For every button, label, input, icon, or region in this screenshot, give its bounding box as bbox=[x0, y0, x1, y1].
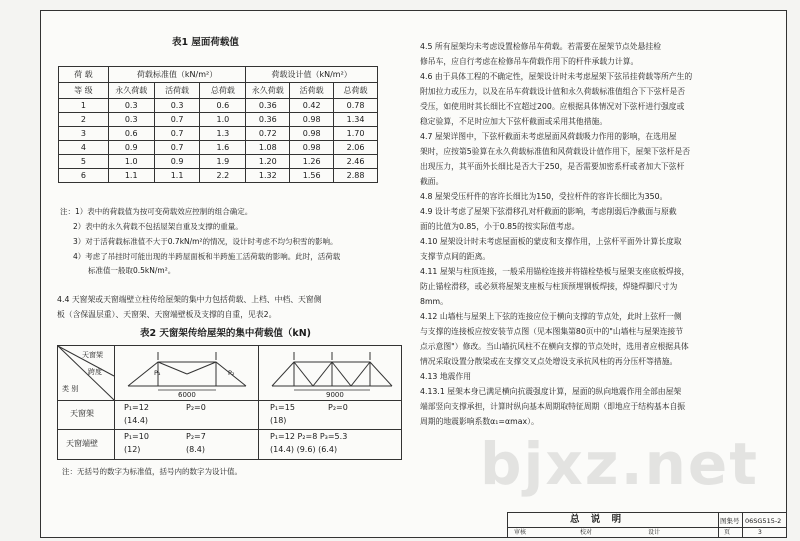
text-line: 截面。 bbox=[420, 177, 444, 186]
table-cell: 6 bbox=[59, 169, 109, 183]
table2-diag-mid: 跨度 bbox=[88, 368, 102, 376]
text-line: 支撑节点间的距离。 bbox=[420, 252, 491, 261]
para-4-4-line: 4.4 天窗架或天窗端壁立柱传给屋架的集中力包括荷载、上档、中档、天窗侧 bbox=[57, 295, 322, 304]
text-line: 修吊车，应自行考虑在检修吊车荷载作用下的杆件承载力计算。 bbox=[420, 57, 639, 66]
table2-title: 表2 天窗架传给屋架的集中荷载值（kN) bbox=[140, 328, 312, 339]
check-label: 校对 bbox=[580, 529, 593, 536]
table-cell: 0.3 bbox=[108, 99, 154, 113]
table-row bbox=[59, 169, 378, 183]
table-cell: 0.72 bbox=[246, 127, 290, 141]
text-line: 4.12 山墙柱与屋架上下弦的连接应位于横向支撑的节点处，此时上弦杆一侧 bbox=[420, 312, 682, 321]
table-row bbox=[59, 155, 378, 169]
table-cell: 1.08 bbox=[246, 141, 290, 155]
table-cell: 1.1 bbox=[108, 169, 154, 183]
table-cell: 2.88 bbox=[334, 169, 378, 183]
table2-cell: (18) bbox=[270, 416, 287, 425]
atlas-label: 图集号 bbox=[720, 517, 740, 525]
text-line: 4.8 屋架受压杆件的容许长细比为150，受拉杆件的容许长细比为350。 bbox=[420, 192, 668, 201]
note-line: 2）表中的永久荷载不包括屋架自重及支撑的重量。 bbox=[73, 222, 243, 231]
text-line: 周期的地震影响系数α₁=αmax）。 bbox=[420, 417, 539, 426]
table-cell: 0.9 bbox=[154, 155, 200, 169]
text-line: 8mm。 bbox=[420, 297, 448, 306]
text-line: 4.6 由于具体工程的不确定性，屋架设计时未考虑屋架下弦吊挂荷载等所产生的 bbox=[420, 72, 693, 81]
table-cell: 5 bbox=[59, 155, 109, 169]
design-label: 设计 bbox=[648, 529, 661, 536]
table-row bbox=[59, 113, 378, 127]
text-line: 点示意图"）修改。当山墙抗风柱不在横向支撑的节点处时，选用者应根据具体 bbox=[420, 342, 689, 351]
table-cell: 0.7 bbox=[154, 113, 200, 127]
table-cell: 0.7 bbox=[154, 141, 200, 155]
note-line: 注：1）表中的荷载值为按可变荷载效应控制的组合确定。 bbox=[60, 207, 253, 216]
table-cell: 1.20 bbox=[246, 155, 290, 169]
table-cell: 0.3 bbox=[108, 113, 154, 127]
table-cell: 2.06 bbox=[334, 141, 378, 155]
title-block bbox=[507, 512, 786, 537]
text-line: 4.10 屋架设计时未考虑屋面板的蒙皮和支撑作用，上弦杆平面外计算长度取 bbox=[420, 237, 682, 246]
table1-subheader: 总荷载 bbox=[200, 83, 246, 99]
text-line: 受压，如使用时其长细比不宜超过200。应根据具体情况对下弦杆进行强度或 bbox=[420, 102, 685, 111]
table-cell: 0.3 bbox=[154, 99, 200, 113]
table2-cell: P₂=0 bbox=[186, 403, 206, 412]
table-cell: 2.46 bbox=[334, 155, 378, 169]
text-line: 4.9 设计考虑了屋架下弦滑移孔对杆截面的影响，考虑削弱后净截面与原截 bbox=[420, 207, 677, 216]
drawing-title: 总 说 明 bbox=[570, 514, 626, 525]
text-line: 附加拉力或压力，以及在吊车荷载设计值和永久荷载标准值组合下下弦杆是否 bbox=[420, 87, 686, 96]
table2-cell: P₂=7 bbox=[186, 432, 206, 441]
table1-group-design: 荷载设计值（kN/m²） bbox=[246, 67, 378, 83]
table-row bbox=[59, 99, 378, 113]
table-cell: 0.7 bbox=[154, 127, 200, 141]
table-cell: 1.26 bbox=[290, 155, 334, 169]
text-line: 4.13.1 屋架本身已满足横向抗震强度计算，屋面的纵向地震作用全部由屋架 bbox=[420, 387, 682, 396]
table2-cell: P₁=10 bbox=[124, 432, 149, 441]
p2-label: P₂ bbox=[228, 369, 235, 377]
text-line: 架时，应按第5验算在永久荷载标准值和风荷载设计值作用下，屋架下弦杆是否 bbox=[420, 147, 691, 156]
table-cell: 0.36 bbox=[246, 113, 290, 127]
table-cell: 2.2 bbox=[200, 169, 246, 183]
table-cell: 0.6 bbox=[200, 99, 246, 113]
text-line: 出现压力，其平面外长细比是否大于250，是否需要加密系杆或者加大下弦杆 bbox=[420, 162, 685, 171]
table2-note: 注：无括号的数字为标准值，括号内的数字为设计值。 bbox=[62, 467, 242, 476]
table1-subheader: 活荷载 bbox=[290, 83, 334, 99]
p1-label: P₁ bbox=[154, 369, 161, 377]
table-cell: 1.6 bbox=[200, 141, 246, 155]
table2-cell: (14.4) (9.6) (6.4) bbox=[270, 445, 338, 454]
table2-diag-top: 天窗架 bbox=[82, 351, 103, 359]
text-line: 与支撑的连接板应按安装节点图（见本图集第80页中的"山墙柱与屋架连接节 bbox=[420, 327, 684, 336]
note-line: 3）对于活荷载标准值不大于0.7kN/m²的情况，设计时考虑不均匀积雪的影响。 bbox=[73, 237, 338, 246]
table1-title: 表1 屋面荷载值 bbox=[172, 37, 239, 48]
table1 bbox=[58, 66, 378, 183]
table2-cell: (14.4) bbox=[124, 416, 149, 425]
table-cell: 1.0 bbox=[200, 113, 246, 127]
note-line: 4）考虑了吊挂时可能出现的半跨屋面板和半跨施工活荷载的影响。此时，活荷载 bbox=[73, 252, 341, 261]
table-cell: 1 bbox=[59, 99, 109, 113]
table-cell: 2 bbox=[59, 113, 109, 127]
table-cell: 0.98 bbox=[290, 141, 334, 155]
table2-cell: P₁=12 bbox=[124, 403, 149, 412]
table-cell: 0.98 bbox=[290, 113, 334, 127]
table-cell: 0.9 bbox=[108, 141, 154, 155]
table1-subheader: 活荷载 bbox=[154, 83, 200, 99]
table-cell: 1.9 bbox=[200, 155, 246, 169]
table1-group-standard: 荷载标准值（kN/m²） bbox=[108, 67, 246, 83]
span-9000: 9000 bbox=[326, 391, 344, 399]
text-line: 端部竖向支撑承担，计算时纵向基本周期取特征周期（即地应于结构基本自振 bbox=[420, 402, 686, 411]
text-line: 情况采取设置分散梁或在支撑交叉点处增设支承抗风柱的再分压杆等措施。 bbox=[420, 357, 678, 366]
text-line: 稳定验算，不足时应加大下弦杆截面或采用其他措施。 bbox=[420, 117, 608, 126]
table2-row-label: 天窗端壁 bbox=[66, 439, 98, 448]
table-cell: 1.56 bbox=[290, 169, 334, 183]
atlas-number: 06SG515-2 bbox=[745, 517, 782, 525]
table2-cell: (12) bbox=[124, 445, 141, 454]
table-row bbox=[59, 127, 378, 141]
review-label: 审核 bbox=[514, 529, 527, 536]
table-cell: 1.0 bbox=[108, 155, 154, 169]
table-cell: 1.1 bbox=[154, 169, 200, 183]
table1-subheader: 永久荷载 bbox=[246, 83, 290, 99]
table2-cell: P₂=0 bbox=[328, 403, 348, 412]
page-number: 3 bbox=[758, 529, 762, 536]
span-6000: 6000 bbox=[178, 391, 196, 399]
text-line: 4.7 屋架详图中，下弦杆截面未考虑屋面风荷载吸力作用的影响，在选用屋 bbox=[420, 132, 677, 141]
text-line: 面的比值为0.85，小于0.85的按实际值考虑。 bbox=[420, 222, 580, 231]
text-line: 4.13 地震作用 bbox=[420, 372, 472, 381]
table-cell: 0.98 bbox=[290, 127, 334, 141]
table2-cell: (8.4) bbox=[186, 445, 205, 454]
table-row bbox=[59, 141, 378, 155]
page-label: 页 bbox=[724, 529, 731, 536]
table-cell: 0.42 bbox=[290, 99, 334, 113]
para-4-4-line: 板（含保温层重）、天窗架、天窗端壁板及支撑的自重，见表2。 bbox=[57, 310, 277, 319]
table1-class-header-bottom: 等 级 bbox=[59, 83, 109, 99]
table2-cell: P₁=15 bbox=[270, 403, 295, 412]
table-cell: 0.36 bbox=[246, 99, 290, 113]
table2-row-label: 天窗架 bbox=[70, 409, 94, 418]
watermark-text: bjxz.net bbox=[480, 430, 759, 498]
table-cell: 1.32 bbox=[246, 169, 290, 183]
table1-subheader: 总荷载 bbox=[334, 83, 378, 99]
text-line: 4.11 屋架与柱顶连接，一般采用锚栓连接并将锚栓垫板与屋架支座底板焊接， bbox=[420, 267, 690, 276]
table2-cell: P₁=12 P₂=8 P₃=5.3 bbox=[270, 432, 348, 441]
table1-class-header-top: 荷 载 bbox=[59, 67, 109, 83]
table2-diag-bottom: 类 别 bbox=[62, 385, 79, 393]
table-cell: 1.34 bbox=[334, 113, 378, 127]
table1-subheader: 永久荷载 bbox=[108, 83, 154, 99]
table-cell: 0.78 bbox=[334, 99, 378, 113]
table-cell: 1.70 bbox=[334, 127, 378, 141]
table-cell: 0.6 bbox=[108, 127, 154, 141]
text-line: 防止锚栓滑移，或必须将屋架支座板与柱顶预埋钢板焊接，焊缝焊脚尺寸为 bbox=[420, 282, 678, 291]
table2 bbox=[57, 345, 402, 460]
table-cell: 4 bbox=[59, 141, 109, 155]
table-cell: 3 bbox=[59, 127, 109, 141]
table-cell: 1.3 bbox=[200, 127, 246, 141]
text-line: 4.5 所有屋架均未考虑设置检修吊车荷载。若需要在屋架节点处悬挂检 bbox=[420, 42, 661, 51]
note-line: 标准值一般取0.5kN/m²。 bbox=[88, 266, 176, 275]
